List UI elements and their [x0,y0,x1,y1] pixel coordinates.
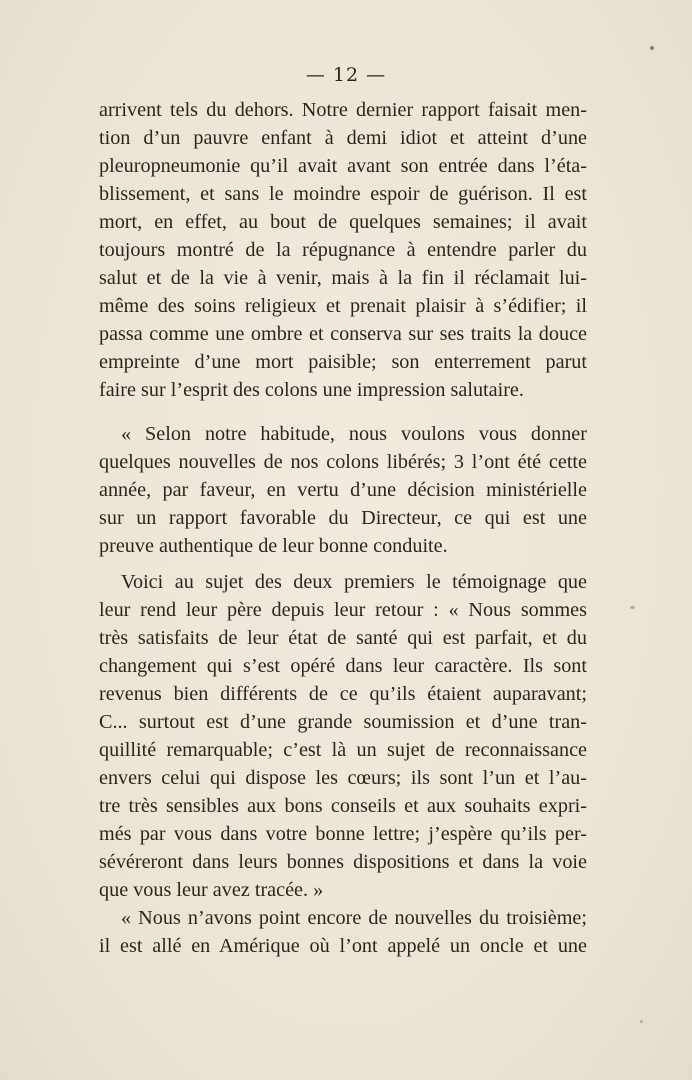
text-line: il est allé en Amérique où l’ont appelé un oncle et une [99,935,587,957]
text-line: sévéreront dans leurs bonnes dispositions et dans la voie [99,851,587,873]
text-line: preuve authentique de leur bonne conduite. [99,535,448,557]
text-line: faire sur l’esprit des colons une impression salutaire. [99,379,524,401]
page-number: — 12 — [305,64,387,86]
paper-speck [640,1020,643,1023]
text-line: même des soins religieux et prenait plaisir à s’édifier; il [99,295,587,317]
text-line: que vous leur avez tracée. » [99,879,324,901]
text-line: « Selon notre habitude, nous voulons vous donner [121,423,587,445]
text-line: Voici au sujet des deux premiers le témoignage que [121,571,587,593]
text-line: quillité remarquable; c’est là un sujet de reconnaissance [99,739,587,761]
text-line: sur un rapport favorable du Directeur, ce qui est une [99,507,587,529]
paragraph [99,568,587,904]
text-line: envers celui qui dispose les cœurs; ils sont l’un et l’au- [99,767,587,789]
text-line: leur rend leur père depuis leur retour : « Nous sommes [99,599,587,621]
text-line: arrivent tels du dehors. Notre dernier rapport faisait men- [99,99,587,121]
text-line: revenus bien différents de ce qu’ils étaient auparavant; [99,683,587,705]
paragraph-spacer [99,560,587,568]
text-line: més par vous dans votre bonne lettre; j’espère qu’ils per- [99,823,587,845]
text-line: quelques nouvelles de nos colons libérés; 3 l’ont été cette [99,451,587,473]
paper-speck [650,46,654,50]
text-line: toujours montré de la répugnance à entendre parler du [99,239,587,261]
text-line: blissement, et sans le moindre espoir de guérison. Il est [99,183,587,205]
text-line: C... surtout est d’une grande soumission et d’une tran- [99,711,587,733]
text-line: changement qui s’est opéré dans leur caractère. Ils sont [99,655,587,677]
paragraph-spacer [99,404,587,420]
text-line: salut et de la vie à venir, mais à la fin il réclamait lui- [99,267,587,289]
text-line: tre très sensibles aux bons conseils et aux souhaits expri- [99,795,587,817]
paper-speck [630,606,635,609]
paragraph [99,904,587,960]
text-line: pleuropneumonie qu’il avait avant son entrée dans l’éta- [99,155,587,177]
text-line: mort, en effet, au bout de quelques semaines; il avait [99,211,587,233]
text-line: « Nous n’avons point encore de nouvelles du troisième; [121,907,587,929]
text-line: passa comme une ombre et conserva sur ses traits la douce [99,323,587,345]
text-line: très satisfaits de leur état de santé qui est parfait, et du [99,627,587,649]
paragraph [99,96,587,404]
body-text [99,96,587,960]
paragraph [99,420,587,560]
text-line: empreinte d’une mort paisible; son enterrement parut [99,351,587,373]
text-line: année, par faveur, en vertu d’une décision ministérielle [99,479,587,501]
text-line: tion d’un pauvre enfant à demi idiot et atteint d’une [99,127,587,149]
